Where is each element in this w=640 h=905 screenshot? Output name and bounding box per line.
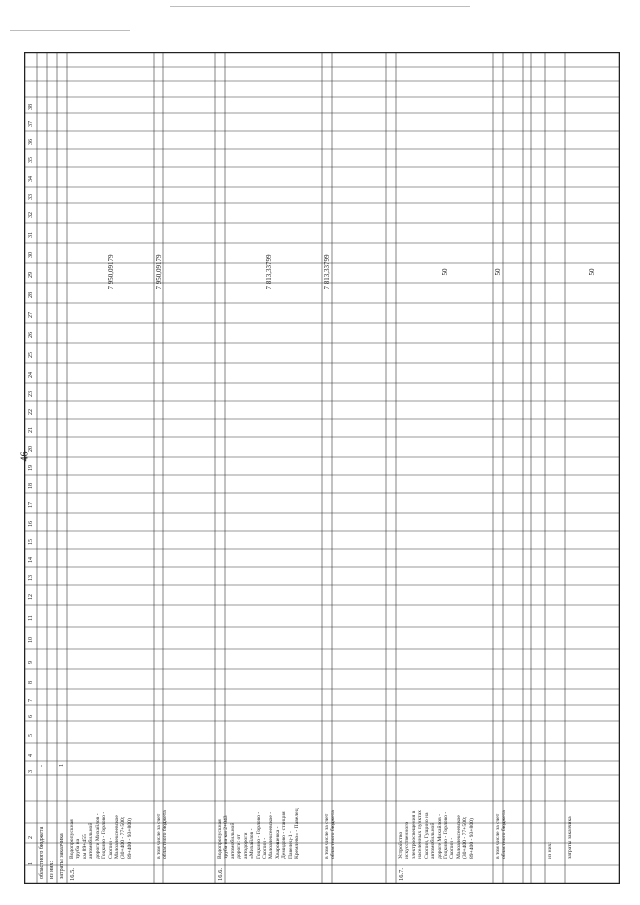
item-description: из них: <box>547 842 553 859</box>
item-description: в том числе за счет областного бюджета <box>495 810 508 859</box>
item-value: 50 <box>588 268 596 276</box>
header-number: 7 <box>28 699 34 702</box>
header-number: 16 <box>28 521 34 527</box>
header-number: 30 <box>28 252 34 258</box>
header-number: 12 <box>28 594 34 600</box>
header-number: 26 <box>28 332 34 338</box>
header-number: 11 <box>28 615 34 621</box>
header-number: 9 <box>28 661 34 664</box>
header-number: 1 <box>28 862 34 865</box>
col3-dash: - <box>39 765 45 767</box>
item-value: 7 813,33799 <box>323 254 331 290</box>
header-number: 20 <box>28 446 34 452</box>
header-number: 10 <box>28 637 34 643</box>
header-number: 37 <box>28 121 34 127</box>
header-number: 8 <box>28 681 34 684</box>
header-number: 5 <box>28 734 34 737</box>
regional-budget-label: областного бюджета <box>39 826 45 879</box>
header-number: 18 <box>28 483 34 489</box>
item-code: 16.5. <box>69 868 76 881</box>
header-number: 15 <box>28 539 34 545</box>
item-value: 7 813,33799 <box>264 254 273 290</box>
header-number: 4 <box>28 754 34 757</box>
item-description: Водопропускная труба на км 2+043 автомобильной дороги: от автодороги «Михайлов - Гоцкино - Горлово - Скопин - Малоалексеевское - Хварошевка - Демидово - станция Павелец-1 - Кремлево» - Павелец <box>217 808 301 859</box>
header-number: 29 <box>28 272 34 278</box>
header-number: 33 <box>28 194 34 200</box>
item-description: в том числе за счет областного бюджета <box>156 810 169 859</box>
header-number: 34 <box>28 176 34 182</box>
header-number: 21 <box>28 427 34 433</box>
item-description: Водопропускная труба на км 89+455 автомобильной дороги Михайлов - Гоцкино - Горлово - Скопин - Малоалексеевское (30+400 - 77+500; 89+400 - 93+800) <box>69 811 133 859</box>
item-value: 7 950,09179 <box>154 254 163 290</box>
header-number: 24 <box>28 372 34 378</box>
item-description: Устройство искусственного электроосвещения в населенных пунктах Скопин, Гущино на автомобильной дороге Михайлов - Гоцкино - Горлово - Скопин - Малоалексеевское (30+400 - 77+500; 89+400 - 93+800) <box>398 810 475 859</box>
header-number: 14 <box>28 557 34 563</box>
header-number: 25 <box>28 352 34 358</box>
header-number: 35 <box>28 157 34 163</box>
header-number: 38 <box>28 104 34 110</box>
item-value: 50 <box>440 268 449 276</box>
header-number: 32 <box>28 212 34 218</box>
header-number: 6 <box>28 715 34 718</box>
item-value: 50 <box>494 268 502 276</box>
header-number: 27 <box>28 312 34 318</box>
header-number: 23 <box>28 391 34 397</box>
item-value: 7 950,09179 <box>106 254 115 290</box>
header-number: 3 <box>28 770 34 773</box>
header-number: 28 <box>28 292 34 298</box>
item-description: в том числе за счет областного бюджета <box>324 810 337 859</box>
from-them-label: из них: <box>49 860 55 879</box>
header-number: 2 <box>28 836 34 839</box>
item-code: 16.7. <box>398 868 405 881</box>
item-code: 16.6. <box>217 868 224 881</box>
item-description: затраты заказчика <box>567 816 573 859</box>
table-grid <box>25 53 619 883</box>
page-number: 46 <box>19 451 31 462</box>
header-number: 36 <box>28 139 34 145</box>
scan-artifact-line <box>170 6 470 7</box>
scan-artifact-line <box>10 30 130 31</box>
budget-table <box>24 52 620 884</box>
header-number: 19 <box>28 465 34 471</box>
header-number: 31 <box>28 232 34 238</box>
header-number: 13 <box>28 575 34 581</box>
header-number: 17 <box>28 502 34 508</box>
col3-one: 1 <box>59 764 65 767</box>
customer-costs-label: затраты заказчика <box>59 833 65 879</box>
header-number: 22 <box>28 409 34 415</box>
